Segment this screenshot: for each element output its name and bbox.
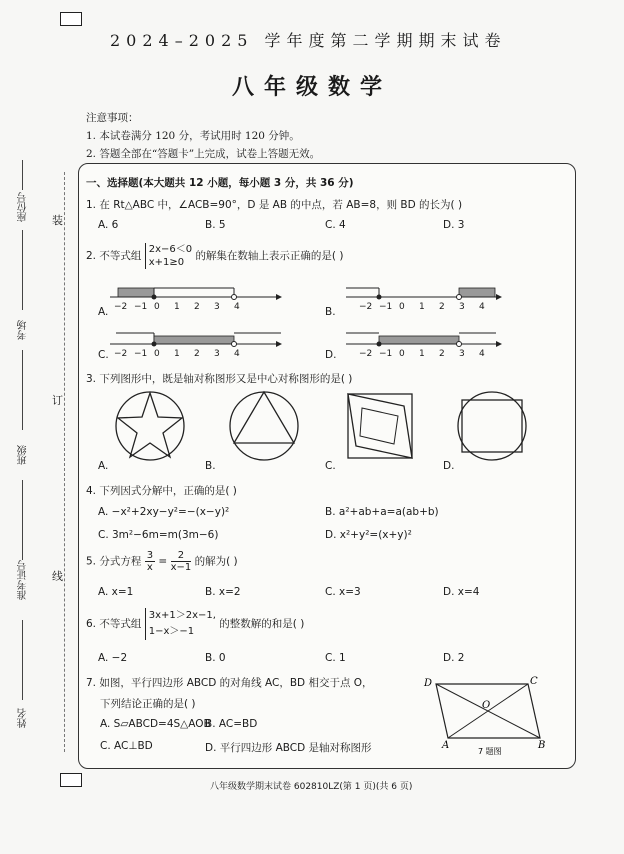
q6-inequality-system (145, 608, 216, 640)
tick-label: 2 (439, 302, 445, 312)
q3-option-b: B. (205, 460, 216, 472)
q7-option-c: C. AC⊥BD (100, 740, 153, 752)
figure-rotated-squares (348, 394, 412, 458)
seal-line (64, 172, 65, 752)
q5-frac2-num: 2 (171, 550, 192, 562)
q2-option-c: C. (98, 349, 109, 361)
q7-option-a: A. S▱ABCD=4S△AOB (100, 718, 211, 730)
question-1-stem: 1. 在 Rt△ABC 中，∠ACB=90°，D 是 AB 的中点，若 AB=8，则 BD 的长为( ) (86, 199, 463, 211)
tick-label: 0 (399, 349, 405, 359)
q5-option-a: A. x=1 (98, 586, 134, 598)
question-4-stem: 4. 下列因式分解中，正确的是( ) (86, 485, 237, 497)
figure-triangle-in-circle (230, 392, 298, 460)
tick-label: 4 (479, 349, 485, 359)
tick-label: 1 (174, 302, 180, 312)
point-d: D (424, 678, 433, 689)
number-line-c (110, 333, 282, 347)
q2-option-b: B. (325, 306, 336, 318)
q6-ineq-2: 1−x＞−1 (148, 626, 195, 637)
q4-option-c: C. 3m²−6m=m(3m−6) (98, 529, 219, 541)
number-line-b (346, 288, 502, 300)
q3-option-d: D. (443, 460, 455, 472)
tick-label: 2 (439, 349, 445, 359)
tick-label: 1 (419, 302, 425, 312)
q2-option-a: A. (98, 306, 109, 318)
q2-option-d: D. (325, 349, 337, 361)
q5-frac2-den: x−1 (170, 562, 192, 573)
q5-frac1-num: 3 (146, 550, 154, 561)
q2-prefix: 2. 不等式组 (86, 250, 142, 262)
q3-option-c: C. (325, 460, 336, 472)
q1-option-a: A. 6 (98, 219, 119, 231)
q1-option-c: C. 4 (325, 219, 346, 231)
q5-fraction-right (171, 550, 192, 573)
tick-label: −2 (359, 349, 373, 359)
q5-suffix: 的解为( ) (194, 555, 238, 568)
q3-option-a: A. (98, 460, 109, 472)
question-7-stem-line1: 7. 如图，平行四边形 ABCD 的对角线 AC，BD 相交于点 O， (86, 677, 373, 689)
q4-option-d: D. x²+y²=(x+y)² (325, 529, 412, 541)
margin-label-class: 班级 (18, 445, 29, 465)
q5-fraction-left (145, 550, 155, 573)
tick-label: 0 (154, 349, 160, 359)
notice-item: 1. 本试卷满分 120 分，考试用时 120 分钟。 (86, 130, 300, 142)
q5-option-b: B. x=2 (205, 586, 241, 598)
q2-ineq-1: 2x−6＜0 (148, 244, 193, 255)
question-7-stem-line2: 下列结论正确的是( ) (100, 698, 196, 710)
q4-option-b: B. a²+ab+a=a(ab+b) (325, 506, 439, 518)
figure-star-in-circle (116, 392, 184, 460)
question-5-stem (86, 550, 238, 573)
point-a: A (442, 740, 450, 751)
q5-equals: = (158, 555, 168, 568)
q7-option-d: D. 平行四边形 ABCD 是轴对称图形 (205, 742, 372, 754)
tick-label: −1 (134, 302, 148, 312)
tick-label: −2 (359, 302, 373, 312)
number-line-d (346, 333, 502, 347)
notice-item: 2. 答题全部在“答题卡”上完成，试卷上答题无效。 (86, 148, 321, 160)
tick-label: −1 (134, 349, 148, 359)
tick-label: 2 (194, 349, 200, 359)
q6-option-b: B. 0 (205, 652, 226, 664)
tick-label: 4 (234, 302, 240, 312)
margin-label-name: 姓名 (18, 708, 29, 728)
margin-label-ticket: 准考证号 (18, 560, 29, 600)
tick-label: 2 (194, 302, 200, 312)
corner-mark-bottom (60, 773, 82, 787)
tick-label: 1 (419, 349, 425, 359)
point-o: O (482, 700, 491, 711)
q2-suffix: 的解集在数轴上表示正确的是( ) (195, 250, 344, 262)
q4-option-a: A. −x²+2xy−y²=−(x−y)² (98, 506, 230, 518)
q5-option-c: C. x=3 (325, 586, 361, 598)
q6-option-a: A. −2 (98, 652, 128, 664)
tick-label: −2 (114, 349, 128, 359)
q6-suffix: 的整数解的和是( ) (219, 618, 305, 630)
q6-prefix: 6. 不等式组 (86, 618, 142, 630)
question-6-stem (86, 608, 304, 640)
seal-char: 订 (52, 394, 63, 407)
tick-label: −1 (379, 302, 393, 312)
tick-label: 0 (154, 302, 160, 312)
q5-frac1-den: x (146, 562, 153, 573)
tick-label: 1 (174, 349, 180, 359)
tick-label: 0 (399, 302, 405, 312)
exam-title: 2024–2025 学年度第二学期期末试卷 (110, 31, 507, 50)
figure-caption: 7 题图 (478, 747, 502, 756)
subject-title: 八年级数学 (231, 74, 392, 100)
tick-label: 4 (479, 302, 485, 312)
margin-label-room: 考场 (18, 320, 29, 340)
tick-label: 3 (459, 349, 465, 359)
point-b: B (538, 740, 546, 751)
q6-option-d: D. 2 (443, 652, 465, 664)
seal-char: 装 (52, 214, 63, 227)
q7-option-b: B. AC=BD (205, 718, 258, 730)
binding-margin (0, 160, 70, 760)
notice-heading: 注意事项： (86, 112, 139, 124)
question-2-stem (86, 243, 343, 269)
q3-figures (110, 388, 540, 466)
tick-label: 3 (214, 349, 220, 359)
q5-option-d: D. x=4 (443, 586, 480, 598)
q6-ineq-1: 3x+1＞2x−1, (148, 610, 216, 621)
tick-label: −1 (379, 349, 393, 359)
seal-char: 线 (52, 570, 63, 583)
tick-label: 4 (234, 349, 240, 359)
q6-option-c: C. 1 (325, 652, 346, 664)
corner-mark-top (60, 12, 82, 26)
q1-option-b: B. 5 (205, 219, 226, 231)
section-title: 一、选择题(本大题共 12 小题，每小题 3 分，共 36 分) (86, 177, 354, 189)
margin-label-seat: 座位号 (18, 192, 29, 222)
q2-inequality-system (145, 243, 192, 269)
q2-ineq-2: x+1≥0 (148, 257, 185, 268)
q1-option-d: D. 3 (443, 219, 465, 231)
page-footer: 八年级数学期末试卷 602810LZ(第 1 页)(共 6 页) (210, 782, 413, 792)
tick-label: 3 (214, 302, 220, 312)
q7-parallelogram-figure (420, 674, 560, 760)
question-3-stem: 3. 下列图形中，既是轴对称图形又是中心对称图形的是( ) (86, 373, 353, 385)
figure-square-in-circle (458, 392, 526, 460)
tick-label: 3 (459, 302, 465, 312)
number-line-a (110, 288, 282, 300)
q5-prefix: 5. 分式方程 (86, 555, 142, 568)
tick-label: −2 (114, 302, 128, 312)
point-c: C (530, 676, 538, 687)
